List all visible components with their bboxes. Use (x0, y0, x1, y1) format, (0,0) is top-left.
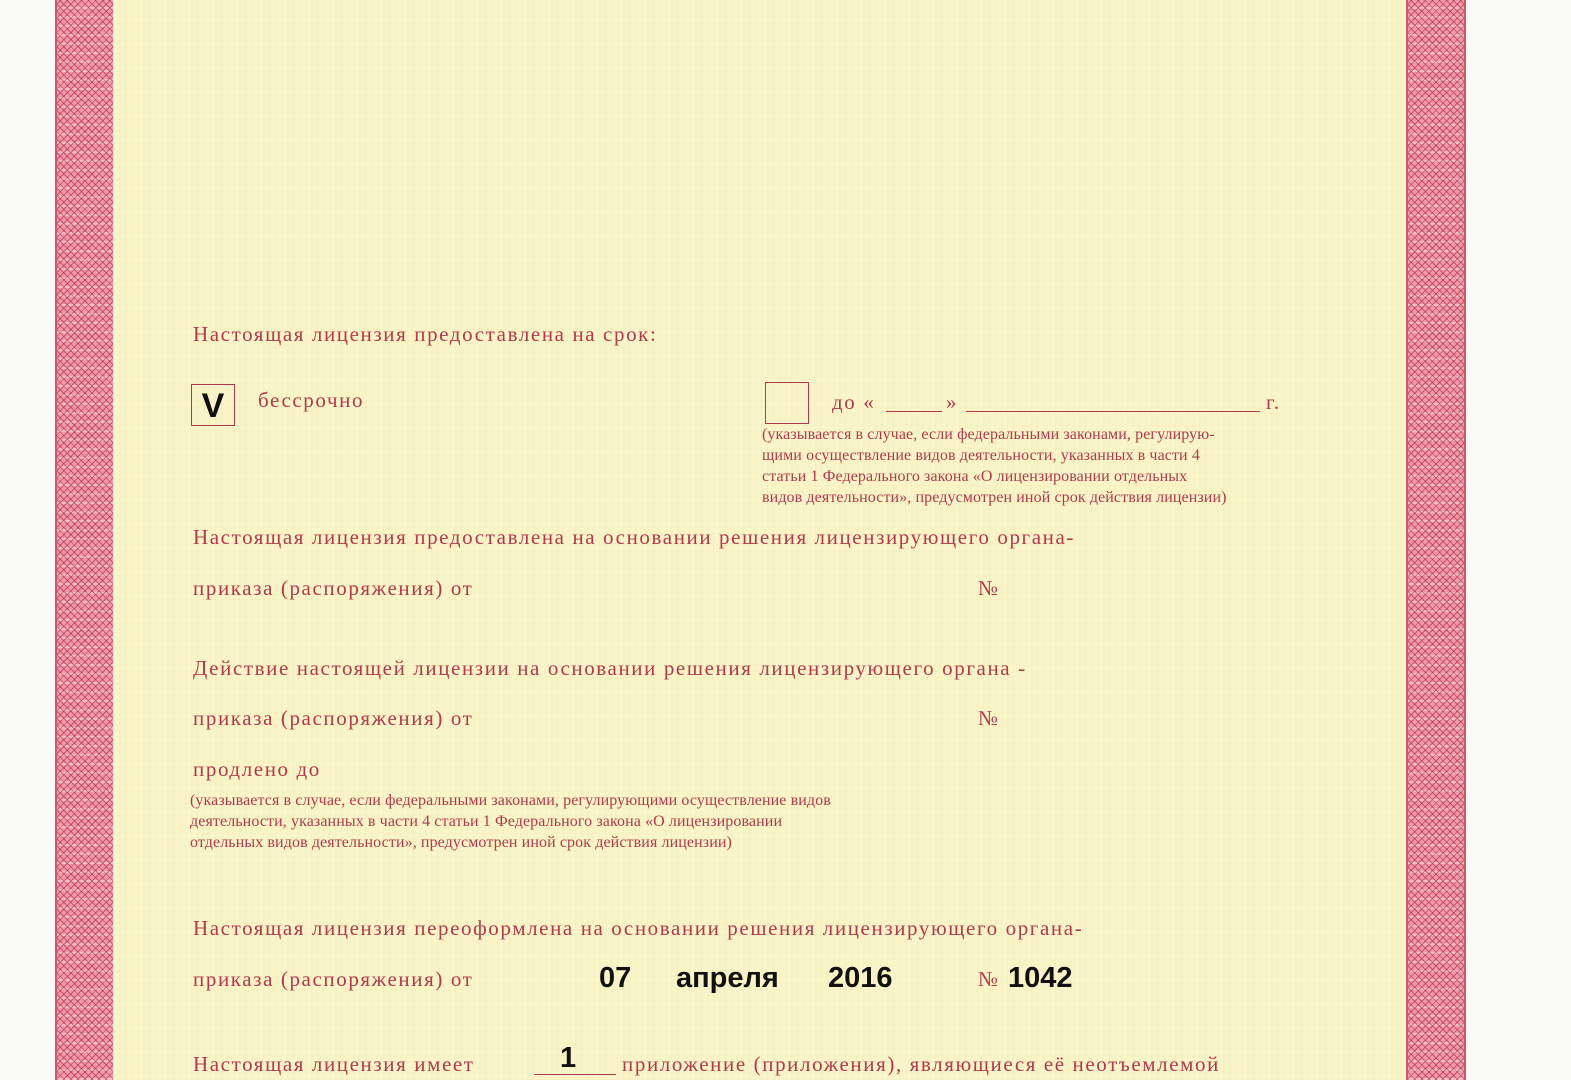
reissued-year: 2016 (828, 962, 893, 994)
until-note (762, 424, 1227, 508)
until-quote-close: » (946, 390, 959, 414)
term-heading: Настоящая лицензия предоставлена на срок: (193, 322, 658, 346)
unlimited-checkbox[interactable] (191, 384, 235, 426)
reissued-number: 1042 (1008, 962, 1073, 994)
reissued-day: 07 (599, 962, 632, 994)
appendix-prefix: Настоящая лицензия имеет (193, 1052, 475, 1076)
reissued-month: апреля (676, 962, 779, 994)
until-prefix: до « (832, 390, 876, 414)
unlimited-check-mark: V (201, 387, 225, 425)
until-checkbox[interactable] (765, 382, 809, 424)
granted-order-line: приказа (распоряжения) от (193, 576, 474, 600)
reissued-order-line: приказа (распоряжения) от (193, 967, 474, 991)
until-day-line (886, 411, 942, 412)
granted-number-label: № (978, 576, 1000, 600)
extended-note-line: деятельности, указанных в части 4 статьи 1 Федерального закона «О лицензировании (190, 813, 783, 830)
until-note-line: статьи 1 Федерального закона «О лицензировании отдельных (762, 468, 1188, 485)
appendix-suffix: приложение (приложения), являющиеся её неотъемлемой (622, 1052, 1220, 1076)
extended-basis-line: Действие настоящей лицензии на основании решения лицензирующего органа - (193, 656, 1027, 680)
extended-note (190, 790, 831, 853)
extended-note-line: (указывается в случае, если федеральными законами, регулирующими осуществление видов (190, 792, 831, 809)
until-note-line: (указывается в случае, если федеральными законами, регулирую- (762, 426, 1215, 443)
until-year-suffix: г. (1266, 390, 1281, 414)
unlimited-label: бессрочно (258, 388, 365, 412)
until-note-line: видов деятельности», предусмотрен иной срок действия лицензии) (762, 489, 1227, 506)
reissued-basis-line: Настоящая лицензия переоформлена на основании решения лицензирующего органа- (193, 916, 1084, 940)
left-ornamental-border (55, 0, 115, 1080)
reissued-number-label: № (978, 967, 1000, 991)
extended-note-line: отдельных видов деятельности», предусмотрен иной срок действия лицензии) (190, 834, 732, 851)
until-note-line: щими осуществление видов деятельности, указанных в части 4 (762, 447, 1200, 464)
extended-until-line: продлено до (193, 757, 321, 781)
extended-order-line: приказа (распоряжения) от (193, 706, 474, 730)
extended-number-label: № (978, 706, 1000, 730)
right-ornamental-border (1406, 0, 1466, 1080)
granted-basis-line: Настоящая лицензия предоставлена на основании решения лицензирующего органа- (193, 525, 1076, 549)
until-month-year-line (966, 411, 1260, 412)
appendix-count: 1 (560, 1042, 577, 1074)
